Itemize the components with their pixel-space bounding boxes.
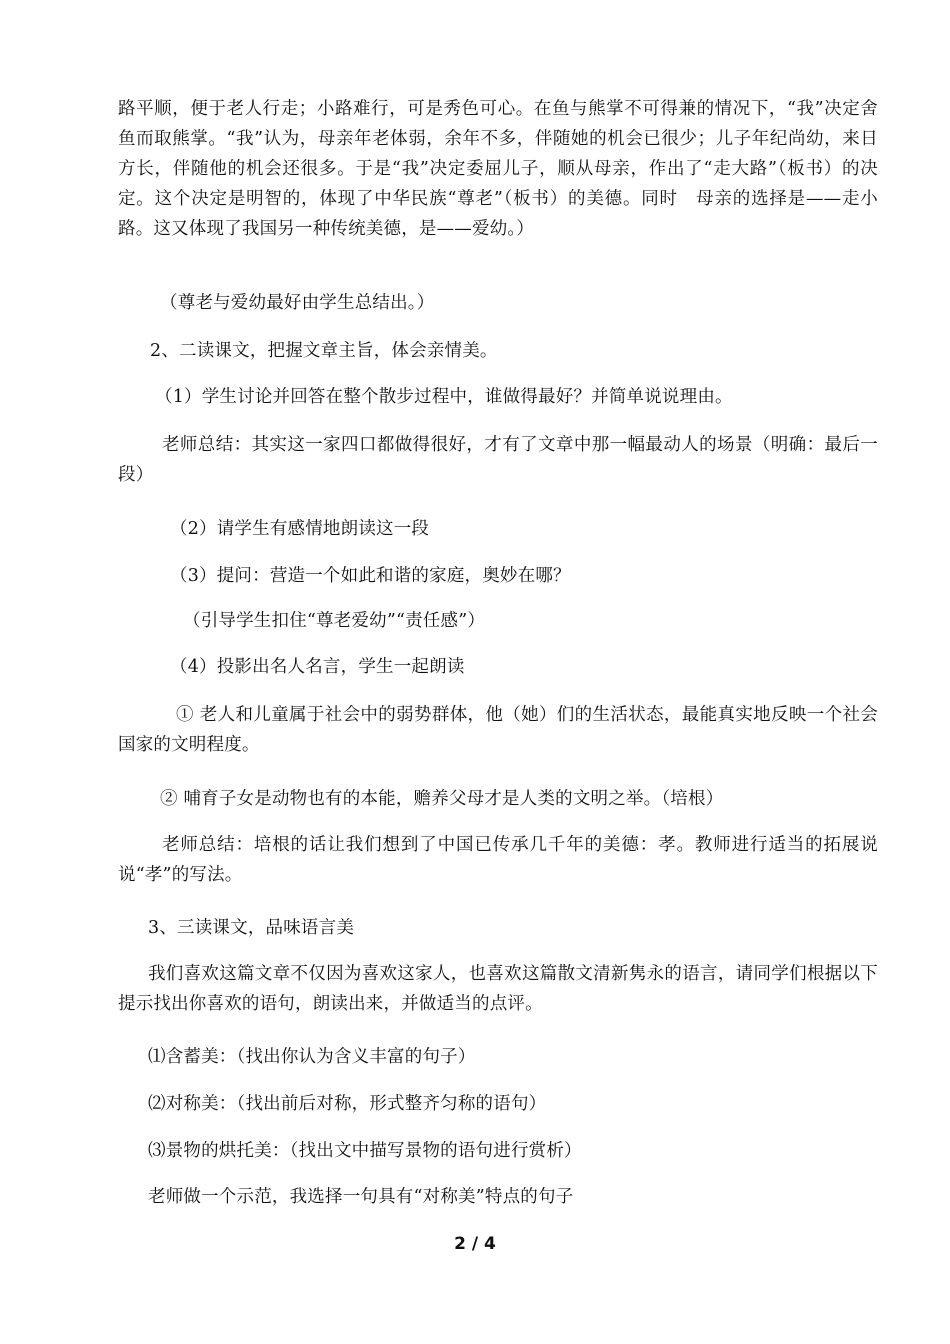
paragraph-discussion-question: （1）学生讨论并回答在整个散步过程中，谁做得最好？并简单说说理由。: [155, 387, 733, 407]
list-item-implicit-beauty: ⑴含蓄美：（找出你认为含义丰富的句子）: [148, 1047, 476, 1067]
paragraph-teacher-demo: 老师做一个示范，我选择一句具有“对称美”特点的句子: [148, 1187, 574, 1207]
paragraph-famous-quotes: （4）投影出名人名言，学生一起朗读: [170, 657, 465, 677]
list-item-symmetry-beauty: ⑵对称美：（找出前后对称，形式整齐匀称的语句）: [148, 1094, 547, 1114]
quote-item-1: ① 老人和儿童属于社会中的弱势群体，他（她）们的生活状态，最能真实地反映一个社会国家的文明程度。: [118, 705, 878, 755]
page-number: 2 / 4: [454, 1234, 496, 1254]
paragraph-guide-students: （引导学生扣住“尊老爱幼”“责任感”）: [183, 611, 486, 631]
paragraph-language-appreciation: 我们喜欢这篇文章不仅因为喜欢这家人，也喜欢这篇散文清新隽永的语言，请同学们根据以下提示找出你喜欢的语句，朗读出来，并做适当的点评。: [118, 964, 878, 1014]
paragraph-summary-note: （尊老与爱幼最好由学生总结出。）: [160, 293, 435, 313]
paragraph-walk-decision: 路平顺，便于老人行走；小路难行，可是秀色可心。在鱼与熊掌不可得兼的情况下，“我”决定舍鱼而取熊掌。“我”认为，母亲年老体弱，余年不多，伴随她的机会已很少；儿子年纪尚幼，来日方长，伴随他的机会还很多。于是“我”决定委屈儿子，顺从母亲，作出了“走大路”（板书）的决定。这个决定是明智的，体现了中华民族“尊老”（板书）的美德。同时 母亲的选择是——走小路。这又体现了我国另一种传统美德，是——爱幼。）: [118, 99, 878, 239]
paragraph-teacher-summary-2: 老师总结：培根的话让我们想到了中国已传承几千年的美德：孝。教师进行适当的拓展说说“孝”的写法。: [118, 835, 878, 885]
section-heading-second-reading: 2、二读课文，把握文章主旨，体会亲情美。: [150, 341, 498, 361]
section-heading-third-reading: 3、三读课文，品味语言美: [148, 918, 355, 938]
paragraph-read-aloud: （2）请学生有感情地朗读这一段: [170, 519, 430, 539]
quote-item-2: ② 哺育子女是动物也有的本能，赡养父母才是人类的文明之举。（培根）: [160, 789, 724, 809]
paragraph-teacher-summary-1: 老师总结：其实这一家四口都做得很好，才有了文章中那一幅最动人的场景（明确：最后一段）: [118, 435, 878, 485]
paragraph-question-harmony: （3）提问：营造一个如此和谐的家庭，奥妙在哪？: [170, 566, 571, 586]
list-item-scenery-beauty: ⑶景物的烘托美：（找出文中描写景物的语句进行赏析）: [148, 1141, 582, 1161]
